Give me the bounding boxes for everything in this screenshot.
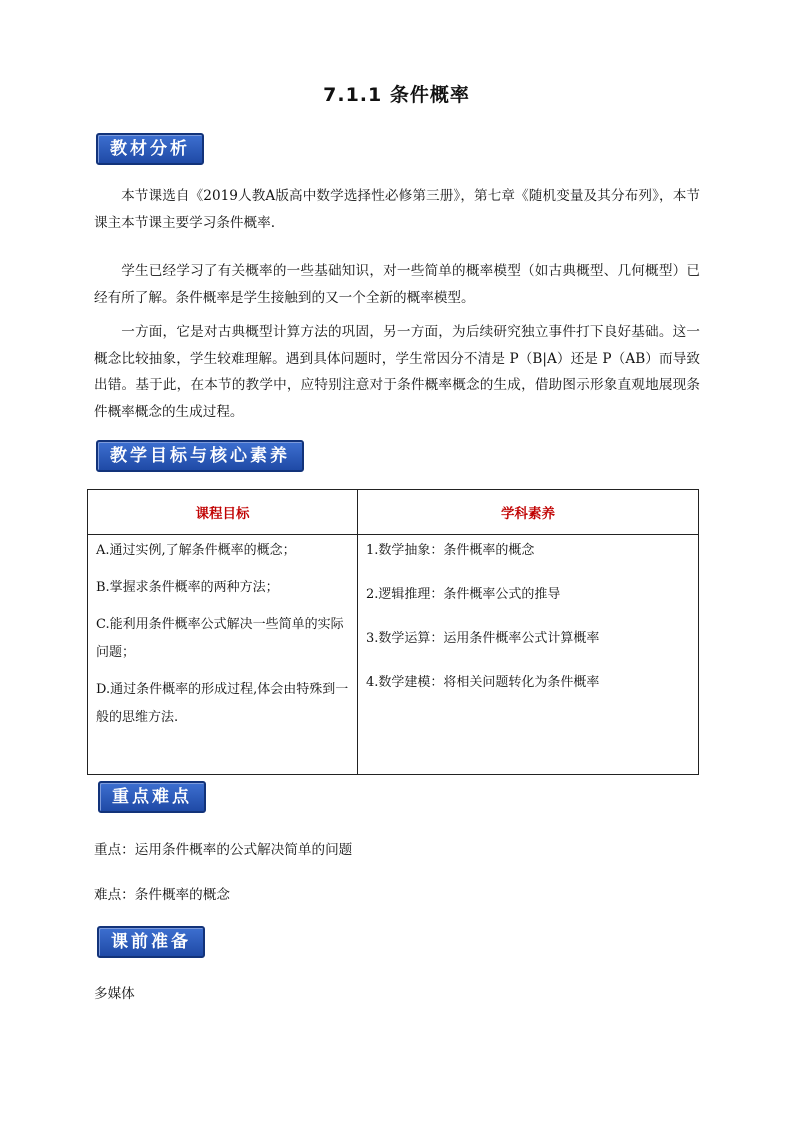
course-goals-cell [88,535,358,775]
course-goal-item: A.通过实例,了解条件概率的概念； [96,543,296,558]
goals-table [87,489,699,775]
course-goal-item: B.掌握求条件概率的两种方法； [96,580,279,595]
analysis-paragraph-2-text: 学生已经学习了有关概率的一些基础知识，对一些简单的概率模型（如古典概型、几何概型）已经有所了解。条件概率是学生接触到的又一个全新的概率模型。 [94,263,700,306]
literacy-item: 2.逻辑推理：条件概率公式的推导 [366,587,561,602]
analysis-paragraph-1-text: 本节课选自《2019人教A版高中数学选择性必修第三册》，第七章《随机变量及其分布列》，本节课主本节课主要学习条件概率. [94,188,700,231]
course-goal-item: D.通过条件概率的形成过程,体会由特殊到一般的思维方法. [96,682,349,725]
literacy-item: 3.数学运算：运用条件概率公式计算概率 [366,631,600,646]
key-point-focus: 重点：运用条件概率的公式解决简单的问题 [94,842,353,858]
goals-table-body-row [88,535,699,775]
analysis-paragraph-3 [94,319,700,425]
page-title: 7.1.1 条件概率 [323,84,470,106]
key-point-difficulty: 难点：条件概率的概念 [94,887,230,903]
section-badge-key-points: 重点难点 [98,781,206,813]
analysis-paragraph-2 [94,258,700,311]
literacy-cell [358,535,699,775]
section-badge-goals: 教学目标与核心素养 [96,440,304,472]
course-goal-item: C.能利用条件概率公式解决一些简单的实际问题； [96,617,344,660]
header-course-goals: 课程目标 [88,490,358,535]
literacy-item: 1.数学抽象：条件概率的概念 [366,543,535,558]
analysis-paragraph-1 [94,183,700,236]
header-literacy: 学科素养 [358,490,699,535]
section-badge-preparation: 课前准备 [97,926,205,958]
analysis-paragraph-3-text: 一方面，它是对古典概型计算方法的巩固，另一方面，为后续研究独立事件打下良好基础。这一概念比较抽象，学生较难理解。遇到具体问题时，学生常因分不清是 P（B|A）还是 P（AB）而导致出错。基于此，在本节的教学中，应特别注意对于条件概率概念的生成，借助图示形象直观地展现条件概率概念的生成过程。 [94,324,700,420]
preparation-text: 多媒体 [94,986,135,1002]
literacy-item: 4.数学建模：将相关问题转化为条件概率 [366,675,600,690]
section-badge-analysis: 教材分析 [96,133,204,165]
goals-table-header-row [88,490,699,535]
